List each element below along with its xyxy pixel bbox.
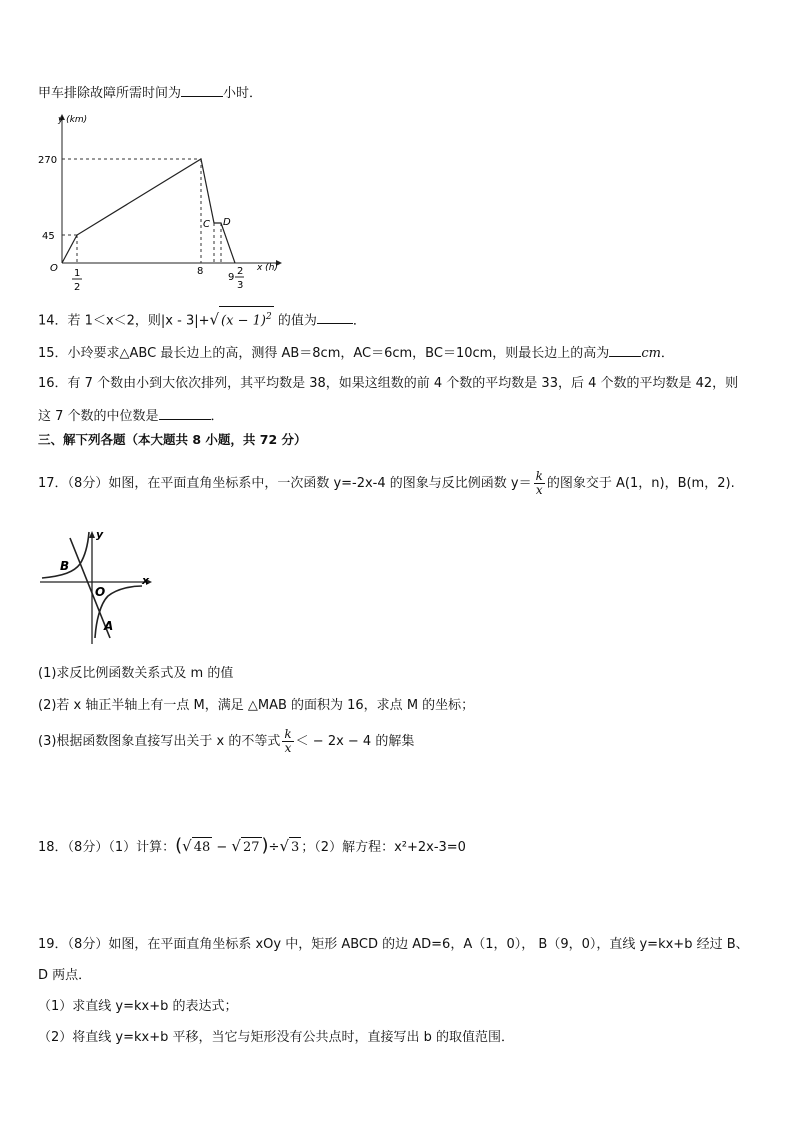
x-tick-8: 8 xyxy=(197,266,204,277)
y-axis-label: y xyxy=(96,528,104,541)
q18-suffix: ；（2）解方程：x²+2x-3=0 xyxy=(301,840,466,855)
x-tick-half-num: 1 xyxy=(74,268,81,279)
q13-text-end: 小时． xyxy=(223,86,263,101)
q19-line2: D 两点． xyxy=(38,968,92,983)
frac-num: k xyxy=(284,727,292,741)
y-axis-label: y (km) xyxy=(58,115,88,125)
q17-sub2: (2)若 x 轴正半轴上有一点 M，满足 △MAB 的面积为 16，求点 M 的坐标； xyxy=(38,698,475,713)
q13-text: 甲车排除故障所需时间为 xyxy=(38,86,182,101)
k-over-x-fraction xyxy=(534,470,545,497)
q16-text: 16．有 7 个数由小到大依次排列，其平均数是 38，如果这组数的前 4 个数的平均数是 33，后 4 个数的平均数是 42，则 xyxy=(38,376,739,391)
q18-div: ÷ xyxy=(268,840,280,855)
hyperbola-graph xyxy=(38,526,158,646)
x-axis-label: x xyxy=(142,574,150,587)
q15-end: ． xyxy=(660,346,674,361)
frac-den: x xyxy=(284,741,292,755)
q14-sup: 2 xyxy=(265,312,272,322)
origin-label: O xyxy=(95,585,106,599)
frac-den: x xyxy=(535,483,543,497)
q17-sub3 xyxy=(38,728,414,755)
q17-text: 17．（8分）如图，在平面直角坐标系中，一次函数 y=-2x-4 的图象与反比例函数 y＝ xyxy=(38,476,532,491)
q16-text-2: 这 7 个数的中位数是 xyxy=(38,409,159,424)
question-18 xyxy=(38,836,466,858)
x-tick-frac-den: 3 xyxy=(237,280,244,291)
question-16-line2 xyxy=(38,405,224,427)
sqrt-icon: √ xyxy=(231,837,241,855)
q18-text: 18．（8分）（1）计算： xyxy=(38,840,176,855)
y-tick-270: 270 xyxy=(38,155,58,166)
answer-blank xyxy=(317,309,353,324)
question-14 xyxy=(38,306,366,331)
distance-time-graph xyxy=(36,108,296,298)
q17-sub3-text: (3)根据函数图象直接写出关于 x 的不等式 xyxy=(38,734,281,749)
q19-sub2: （2）将直线 y=kx+b 平移，当它与矩形没有公共点时，直接写出 b 的取值范围． xyxy=(38,1030,515,1045)
y-tick-45: 45 xyxy=(42,231,55,242)
x-tick-9: 9 xyxy=(228,272,235,283)
sqrt-icon: √ xyxy=(182,837,192,855)
q13-answer-line xyxy=(38,82,262,104)
q19-line1: 19．（8分）如图，在平面直角坐标系 xOy 中，矩形 ABCD 的边 AD=6，A（1，0）， B（9，0），直线 y=kx+b 经过 B、 xyxy=(38,937,749,952)
q15-text: 15．小玲要求△ABC 最长边上的高，测得 AB＝8cm，AC＝6cm，BC＝10cm，则最长边上的高为 xyxy=(38,346,610,361)
paren-open: ( xyxy=(175,835,183,856)
question-17 xyxy=(38,470,735,497)
point-c-label: C xyxy=(203,219,210,230)
paren-close: ) xyxy=(261,835,269,856)
q18-radicand-2: 27 xyxy=(241,837,262,858)
q17-sub1: (1)求反比例函数关系式及 m 的值 xyxy=(38,666,234,681)
y-arrow-icon xyxy=(89,531,95,538)
q17-sub3-suffix: ＜ − 2x − 4 的解集 xyxy=(295,734,415,749)
q18-minus: − xyxy=(212,840,232,855)
answer-blank xyxy=(159,405,211,420)
frac-num: k xyxy=(535,469,543,483)
journey-line xyxy=(62,159,235,263)
q14-end: ． xyxy=(352,313,366,329)
q18-radicand-1: 48 xyxy=(192,837,213,858)
q14-suffix: 的值为 xyxy=(277,313,317,329)
point-d-label: D xyxy=(223,217,231,228)
k-over-x-fraction xyxy=(282,728,293,755)
q14-sqrt-expr: (x − 1) xyxy=(221,313,266,329)
q17-suffix: 的图象交于 A(1，n)，B(m，2). xyxy=(546,476,735,491)
x-tick-frac-num: 2 xyxy=(237,266,244,277)
q14-text: 14．若 1＜x＜2，则|x - 3|+ xyxy=(38,313,210,329)
question-15 xyxy=(38,342,674,364)
sqrt-icon: √ xyxy=(279,837,290,855)
q16-end: ． xyxy=(210,409,224,424)
q18-radicand-3: 3 xyxy=(289,837,301,858)
q19-sub1: （1）求直线 y=kx+b 的表达式； xyxy=(38,999,238,1014)
x-tick-half-den: 2 xyxy=(74,282,81,293)
q14-radicand xyxy=(219,306,274,331)
question-16-line1 xyxy=(38,374,738,394)
section-3-title: 三、解下列各题（本大题共 8 小题，共 72 分） xyxy=(38,432,307,447)
origin-label: O xyxy=(50,263,58,274)
sqrt-icon: √ xyxy=(209,310,220,329)
answer-blank xyxy=(609,342,641,357)
q15-unit: cm xyxy=(641,346,661,361)
point-a-label: A xyxy=(104,619,114,633)
point-b-label: B xyxy=(60,559,70,573)
x-axis-label: x (h) xyxy=(257,263,278,273)
answer-blank xyxy=(181,82,223,97)
